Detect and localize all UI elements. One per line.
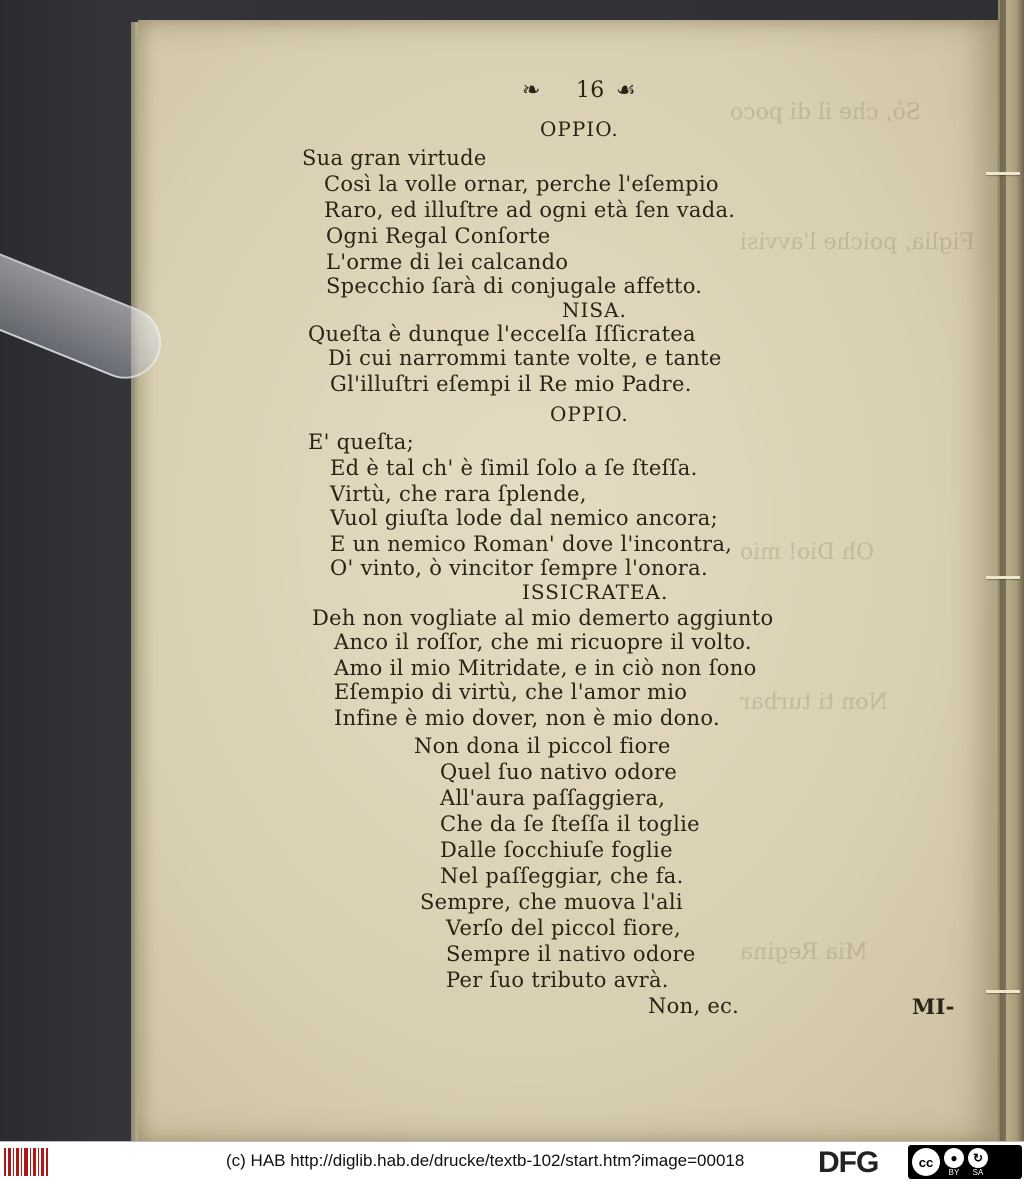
aria-line: Non dona il piccol fiore bbox=[414, 734, 671, 758]
verse-line: Sua gran virtude bbox=[302, 146, 487, 170]
bleed-through: Mia Regina bbox=[740, 940, 868, 965]
verse-line: L'orme di lei calcando bbox=[326, 250, 569, 274]
speaker-name: ISSICRATEA. bbox=[522, 580, 669, 604]
aria-line: Sempre, che muova l'ali bbox=[420, 890, 683, 914]
verse-line: Ogni Regal Conſorte bbox=[326, 224, 551, 248]
cc-license-badge[interactable] bbox=[908, 1145, 1022, 1179]
aria-line: Sempre il nativo odore bbox=[446, 942, 696, 966]
verse-line: Ed è tal ch' è ſimil ſolo a ſe ſteſſa. bbox=[330, 456, 698, 480]
speaker-name: NISA. bbox=[562, 298, 627, 322]
page-number: 16 bbox=[576, 78, 605, 103]
attribution-icon: ● bbox=[944, 1148, 964, 1168]
bleed-through: Oh Dio! mio bbox=[740, 540, 875, 565]
aria-line: Che da ſe ſteſſa il toglie bbox=[440, 812, 700, 836]
verse-line: Specchio ſarà di conjugale affetto. bbox=[326, 274, 703, 298]
speaker-name: OPPIO. bbox=[540, 117, 619, 141]
hab-logo-icon[interactable] bbox=[4, 1148, 48, 1176]
ornament-right-icon: ☙ bbox=[616, 78, 637, 103]
verse-line: Di cui narrommi tante volte, e tante bbox=[328, 346, 722, 370]
aria-line: Verſo del piccol fiore, bbox=[446, 916, 681, 940]
verse-line: Queſta è dunque l'eccelſa Iſſicratea bbox=[308, 322, 696, 346]
aria-line: Per ſuo tributo avrà. bbox=[446, 968, 669, 992]
binding-stitch bbox=[986, 576, 1020, 579]
catchword: MI- bbox=[912, 994, 955, 1019]
license-by-label: BY bbox=[948, 1167, 960, 1177]
verse-line: Deh non vogliate al mio demerto aggiunto bbox=[312, 606, 774, 630]
speaker-name: OPPIO. bbox=[550, 402, 629, 426]
verse-line: Gl'illuſtri eſempi il Re mio Padre. bbox=[330, 372, 692, 396]
verse-line: Vuol giuſta lode dal nemico ancora; bbox=[330, 506, 718, 530]
binding-stitch bbox=[986, 990, 1020, 993]
footer-bar bbox=[0, 1141, 1024, 1182]
binding-stitch bbox=[986, 172, 1020, 175]
verse-line: Amo il mio Mitridate, e in ciò non ſono bbox=[334, 656, 757, 680]
ornament-left-icon: ❧ bbox=[522, 78, 541, 103]
verse-line: Infine è mio dover, non è mio dono. bbox=[334, 706, 720, 730]
bleed-through: Sò, che il di poco bbox=[730, 100, 921, 125]
aria-line: Nel paſſeggiar, che fa. bbox=[440, 864, 684, 888]
verse-line: O' vinto, ò vincitor ſempre l'onora. bbox=[330, 556, 708, 580]
verse-line: Così la volle ornar, perche l'eſempio bbox=[324, 172, 719, 196]
verse-line: E' queſta; bbox=[308, 430, 414, 454]
share-alike-icon: ↻ bbox=[968, 1148, 988, 1168]
verse-line: Eſempio di virtù, che l'amor mio bbox=[334, 680, 688, 704]
verse-line: Raro, ed illuſtre ad ogni età ſen vada. bbox=[324, 198, 736, 222]
copyright-link[interactable]: (c) HAB http://diglib.hab.de/drucke/textb-102/start.htm?image=00018 bbox=[226, 1151, 745, 1170]
bleed-through: Figlia, poiche l'avvisi bbox=[740, 230, 975, 255]
dfg-logo[interactable]: DFG bbox=[818, 1146, 879, 1179]
license-sa-label: SA bbox=[972, 1167, 984, 1177]
aria-line: Dalle ſocchiuſe foglie bbox=[440, 838, 673, 862]
verse-line: E un nemico Roman' dove l'incontra, bbox=[330, 532, 733, 556]
verse-line: Anco il roſſor, che mi ricuopre il volto. bbox=[334, 630, 752, 654]
aria-line: All'aura paſſaggiera, bbox=[440, 786, 666, 810]
cc-icon: cc bbox=[912, 1148, 940, 1176]
aria-line: Quel ſuo nativo odore bbox=[440, 760, 678, 784]
aria-refrain: Non, ec. bbox=[648, 994, 740, 1018]
verse-line: Virtù, che rara ſplende, bbox=[330, 482, 587, 506]
bleed-through: Non ti turbar bbox=[740, 690, 888, 715]
